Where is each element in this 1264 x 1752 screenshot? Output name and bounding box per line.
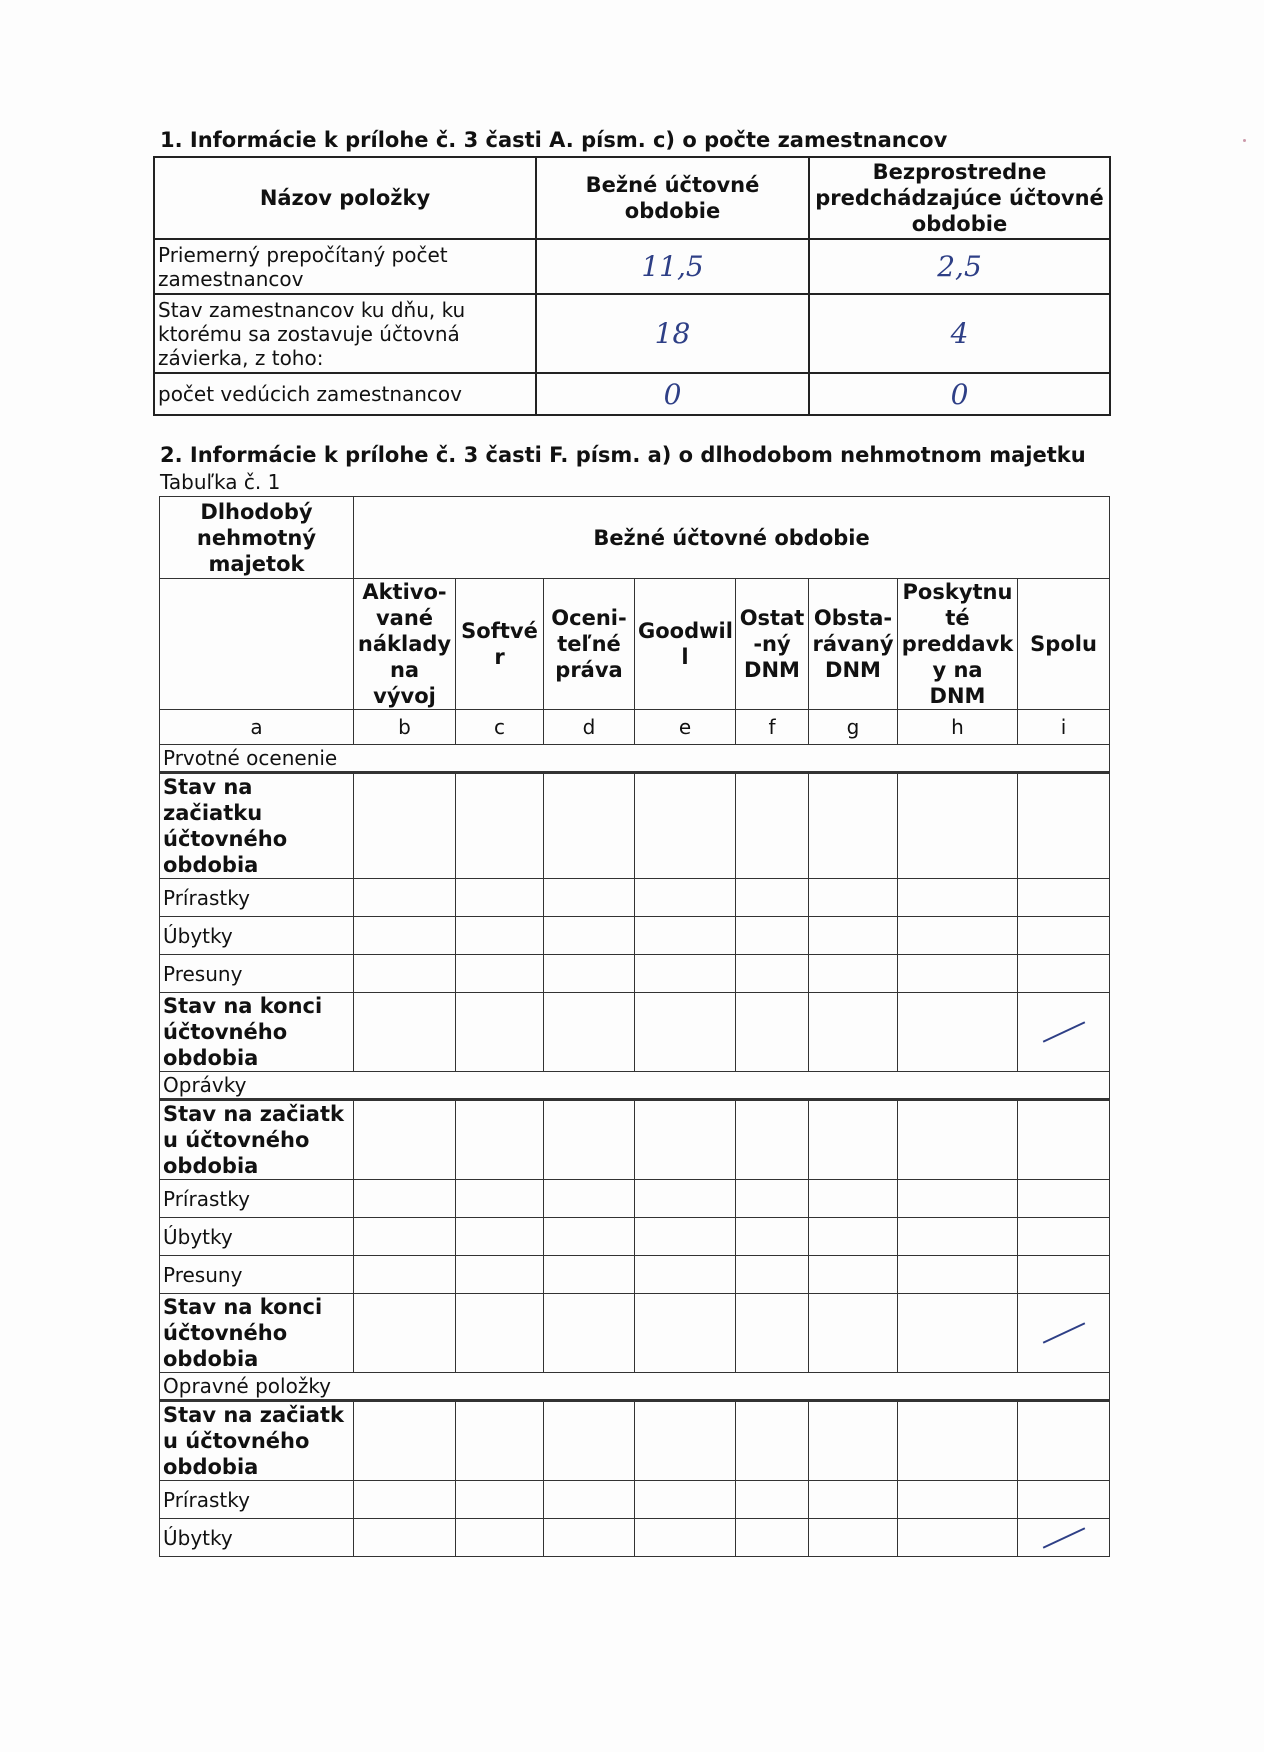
table-row: [154, 239, 1110, 294]
letter-cell: b: [354, 710, 456, 745]
value-cell: [898, 1218, 1018, 1256]
value-cell: [1018, 1100, 1110, 1180]
letter-row: [160, 710, 1110, 745]
row-label: Úbytky: [160, 1519, 354, 1557]
row-label: Stav na začiatk u účtovného obdobia: [160, 1401, 354, 1481]
value-cell: [1018, 1256, 1110, 1294]
value-cell: [809, 1256, 898, 1294]
value-cell: [736, 1256, 809, 1294]
value-cell: [456, 1100, 544, 1180]
value-cell: [456, 917, 544, 955]
value-cell: [456, 1519, 544, 1557]
value-cell: [898, 1100, 1018, 1180]
value-cell: [736, 773, 809, 879]
value-cell: [635, 993, 736, 1072]
value-cell: [898, 993, 1018, 1072]
value-cell: [736, 993, 809, 1072]
value-cell: [898, 917, 1018, 955]
value-cell: [544, 1294, 635, 1373]
value-cell: [456, 955, 544, 993]
row-label: Prírastky: [160, 1481, 354, 1519]
value-cell: [1018, 993, 1110, 1072]
header-item-name: Názov položky: [154, 157, 536, 239]
value-cell: [354, 1218, 456, 1256]
value-cell: [736, 1180, 809, 1218]
value-cell: [809, 1519, 898, 1557]
table-row: [160, 1481, 1110, 1519]
value-cell: [354, 1481, 456, 1519]
col-header-software: Softvé r: [456, 579, 544, 710]
value-cell: [544, 1401, 635, 1481]
row-label: Presuny: [160, 955, 354, 993]
handwritten-value: 11,5: [536, 239, 809, 294]
value-cell: [456, 1256, 544, 1294]
value-cell: [456, 1180, 544, 1218]
letter-cell: c: [456, 710, 544, 745]
value-cell: [1018, 917, 1110, 955]
table-row: [160, 1218, 1110, 1256]
value-cell: [898, 1481, 1018, 1519]
value-cell: [1018, 1401, 1110, 1481]
value-cell: [544, 955, 635, 993]
value-cell: [736, 955, 809, 993]
value-cell: [635, 879, 736, 917]
employees-table: [153, 156, 1111, 416]
value-cell: [354, 879, 456, 917]
table-row: [160, 1401, 1110, 1481]
value-cell: [635, 1294, 736, 1373]
value-cell: [736, 1218, 809, 1256]
value-cell: [1018, 1519, 1110, 1557]
corner-header: Dlhodobý nehmotný majetok: [160, 497, 354, 579]
row-label: Presuny: [160, 1256, 354, 1294]
value-cell: [809, 773, 898, 879]
row-label: Stav zamestnancov ku dňu, ku ktorému sa zostavuje účtovná závierka, z toho:: [154, 294, 536, 373]
section-header-row: [160, 1373, 1110, 1401]
handwritten-dash-mark: [1042, 1322, 1085, 1343]
value-cell: [1018, 773, 1110, 879]
value-cell: [544, 1180, 635, 1218]
row-label: počet vedúcich zamestnancov: [154, 373, 536, 415]
section-header-row: [160, 1072, 1110, 1100]
table-row: [160, 1100, 1110, 1180]
value-cell: [635, 773, 736, 879]
header-previous-period: Bezprostredne predchádzajúce účtovné obdobie: [809, 157, 1110, 239]
value-cell: [354, 1180, 456, 1218]
value-cell: [1018, 1218, 1110, 1256]
value-cell: [809, 917, 898, 955]
value-cell: [544, 879, 635, 917]
value-cell: [635, 955, 736, 993]
value-cell: [809, 879, 898, 917]
value-cell: [898, 1294, 1018, 1373]
value-cell: [544, 917, 635, 955]
section2-title: 2. Informácie k prílohe č. 3 časti F. písm. a) o dlhodobom nehmotnom majetku: [160, 443, 1086, 467]
table-caption: Tabuľka č. 1: [160, 470, 281, 494]
value-cell: [354, 1519, 456, 1557]
value-cell: [635, 917, 736, 955]
letter-cell: f: [736, 710, 809, 745]
speck: [1243, 139, 1246, 142]
table-row: [160, 1180, 1110, 1218]
value-cell: [1018, 1481, 1110, 1519]
value-cell: [635, 1401, 736, 1481]
table-row: [160, 1294, 1110, 1373]
section1-title: 1. Informácie k prílohe č. 3 časti A. písm. c) o počte zamestnancov: [160, 128, 948, 152]
value-cell: [1018, 1180, 1110, 1218]
value-cell: [354, 917, 456, 955]
value-cell: [354, 1294, 456, 1373]
section-header: Oprávky: [160, 1072, 1110, 1100]
value-cell: [898, 1180, 1018, 1218]
row-label: Úbytky: [160, 917, 354, 955]
section-header: Prvotné ocenenie: [160, 745, 1110, 773]
value-cell: [635, 1519, 736, 1557]
table-row: [154, 373, 1110, 415]
table-row: [160, 993, 1110, 1072]
value-cell: [1018, 1294, 1110, 1373]
employees-header-row: [154, 157, 1110, 239]
row-label: Prírastky: [160, 1180, 354, 1218]
value-cell: [354, 1401, 456, 1481]
value-cell: [898, 1519, 1018, 1557]
row-label: Priemerný prepočítaný počet zamestnancov: [154, 239, 536, 294]
row-label: Stav na konci účtovného obdobia: [160, 1294, 354, 1373]
value-cell: [354, 1100, 456, 1180]
value-cell: [635, 1100, 736, 1180]
handwritten-value: 18: [536, 294, 809, 373]
value-cell: [544, 1481, 635, 1519]
column-header-row: [160, 579, 1110, 710]
value-cell: [736, 1401, 809, 1481]
value-cell: [354, 1256, 456, 1294]
value-cell: [456, 993, 544, 1072]
value-cell: [354, 773, 456, 879]
value-cell: [809, 1100, 898, 1180]
table-row: [160, 917, 1110, 955]
empty-cell: [160, 579, 354, 710]
value-cell: [736, 1294, 809, 1373]
value-cell: [898, 879, 1018, 917]
table-row: [160, 773, 1110, 879]
value-cell: [809, 993, 898, 1072]
value-cell: [898, 773, 1018, 879]
value-cell: [456, 1481, 544, 1519]
table-row: [160, 1519, 1110, 1557]
value-cell: [898, 1256, 1018, 1294]
value-cell: [635, 1256, 736, 1294]
handwritten-value: 2,5: [809, 239, 1110, 294]
value-cell: [898, 955, 1018, 993]
handwritten-value: 0: [536, 373, 809, 415]
value-cell: [635, 1481, 736, 1519]
value-cell: [809, 1481, 898, 1519]
table-row: [160, 1256, 1110, 1294]
value-cell: [809, 1294, 898, 1373]
value-cell: [635, 1180, 736, 1218]
letter-cell: i: [1018, 710, 1110, 745]
header-current-period: Bežné účtovné obdobie: [536, 157, 809, 239]
value-cell: [456, 773, 544, 879]
row-label: Stav na začiatk u účtovného obdobia: [160, 1100, 354, 1180]
value-cell: [456, 1218, 544, 1256]
letter-cell: a: [160, 710, 354, 745]
row-label: Úbytky: [160, 1218, 354, 1256]
value-cell: [544, 773, 635, 879]
value-cell: [809, 1180, 898, 1218]
table-row: [160, 879, 1110, 917]
period-header: Bežné účtovné obdobie: [354, 497, 1110, 579]
value-cell: [1018, 879, 1110, 917]
value-cell: [736, 1481, 809, 1519]
value-cell: [354, 955, 456, 993]
handwritten-dash-mark: [1042, 1021, 1085, 1042]
value-cell: [544, 1100, 635, 1180]
value-cell: [544, 993, 635, 1072]
letter-cell: d: [544, 710, 635, 745]
col-header-acquired: Obsta-rávaný DNM: [809, 579, 898, 710]
letter-cell: h: [898, 710, 1018, 745]
table-row: [160, 955, 1110, 993]
value-cell: [736, 1100, 809, 1180]
value-cell: [736, 1519, 809, 1557]
col-header-rights: Oceni-teľné práva: [544, 579, 635, 710]
col-header-other: Ostat -ný DNM: [736, 579, 809, 710]
row-label: Prírastky: [160, 879, 354, 917]
col-header-development: Aktivo-vané náklady na vývoj: [354, 579, 456, 710]
value-cell: [544, 1256, 635, 1294]
value-cell: [1018, 955, 1110, 993]
section-header-row: [160, 745, 1110, 773]
period-header-row: [160, 497, 1110, 579]
value-cell: [809, 1401, 898, 1481]
value-cell: [456, 879, 544, 917]
table-row: [154, 294, 1110, 373]
col-header-advances: Poskytnu té preddavk y na DNM: [898, 579, 1018, 710]
section-header: Opravné položky: [160, 1373, 1110, 1401]
handwritten-dash-mark: [1042, 1527, 1085, 1548]
handwritten-value: 4: [809, 294, 1110, 373]
letter-cell: g: [809, 710, 898, 745]
value-cell: [736, 879, 809, 917]
row-label: Stav na konci účtovného obdobia: [160, 993, 354, 1072]
value-cell: [635, 1218, 736, 1256]
value-cell: [736, 917, 809, 955]
value-cell: [898, 1401, 1018, 1481]
value-cell: [809, 955, 898, 993]
value-cell: [456, 1294, 544, 1373]
letter-cell: e: [635, 710, 736, 745]
col-header-goodwill: Goodwil l: [635, 579, 736, 710]
value-cell: [544, 1519, 635, 1557]
value-cell: [456, 1401, 544, 1481]
row-label: Stav na začiatku účtovného obdobia: [160, 773, 354, 879]
value-cell: [544, 1218, 635, 1256]
value-cell: [354, 993, 456, 1072]
handwritten-value: 0: [809, 373, 1110, 415]
intangible-assets-table: [159, 496, 1110, 1557]
col-header-total: Spolu: [1018, 579, 1110, 710]
value-cell: [809, 1218, 898, 1256]
